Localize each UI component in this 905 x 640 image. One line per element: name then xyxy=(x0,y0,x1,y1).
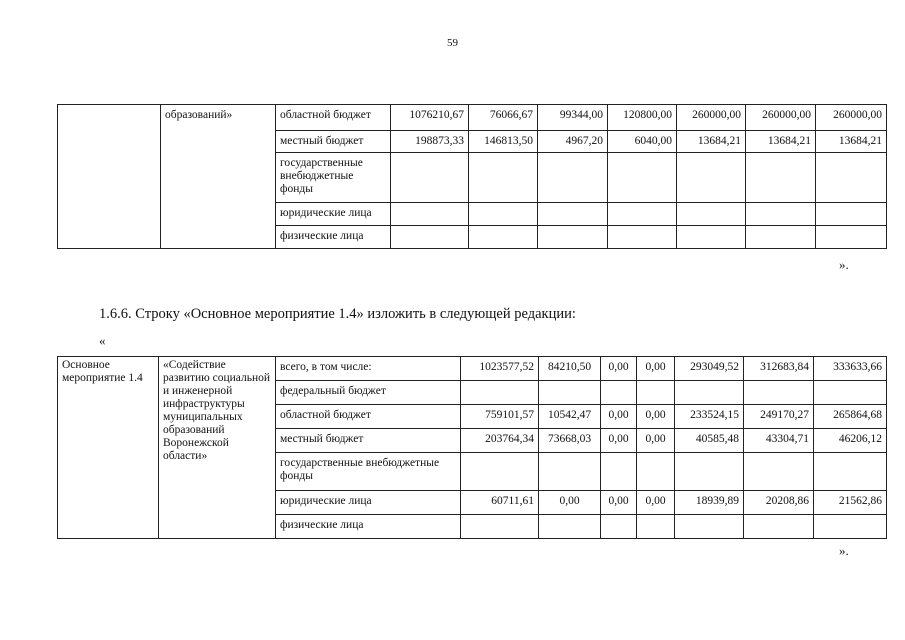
value-cell: 260000,00 xyxy=(677,105,746,131)
value-cell xyxy=(601,515,637,539)
value-cell: 759101,57 xyxy=(461,405,539,429)
value-cell: 0,00 xyxy=(637,491,675,515)
value-cell: 293049,52 xyxy=(675,357,744,381)
value-cell xyxy=(461,381,539,405)
opening-quote: « xyxy=(99,333,106,348)
value-cell xyxy=(391,203,469,226)
value-cell xyxy=(461,453,539,491)
value-cell: 0,00 xyxy=(637,357,675,381)
value-cell: 146813,50 xyxy=(469,131,538,153)
value-cell: 18939,89 xyxy=(675,491,744,515)
value-cell xyxy=(744,515,814,539)
value-cell xyxy=(461,515,539,539)
value-cell xyxy=(608,226,677,249)
value-cell xyxy=(637,453,675,491)
amendment-paragraph: 1.6.6. Строку «Основное мероприятие 1.4» изложить в следующей редакции: xyxy=(99,306,576,322)
value-cell: 0,00 xyxy=(637,429,675,453)
value-cell: 84210,50 xyxy=(539,357,601,381)
value-cell xyxy=(746,153,816,203)
funding-source-label: государственные внебюджетные фонды xyxy=(276,153,391,203)
value-cell xyxy=(538,153,608,203)
value-cell xyxy=(637,381,675,405)
budget-table-continuation xyxy=(57,104,887,249)
funding-source-label: физические лица xyxy=(276,226,391,249)
value-cell: 260000,00 xyxy=(746,105,816,131)
funding-source-label: физические лица xyxy=(276,515,461,539)
value-cell xyxy=(677,226,746,249)
table-row xyxy=(58,105,887,131)
funding-source-label: областной бюджет xyxy=(276,105,391,131)
value-cell xyxy=(814,453,887,491)
closing-quote: ». xyxy=(839,543,849,558)
closing-quote: ». xyxy=(839,257,849,272)
value-cell: 21562,86 xyxy=(814,491,887,515)
value-cell xyxy=(746,226,816,249)
value-cell: 0,00 xyxy=(539,491,601,515)
value-cell: 333633,66 xyxy=(814,357,887,381)
value-cell: 40585,48 xyxy=(675,429,744,453)
value-cell: 1076210,67 xyxy=(391,105,469,131)
measure-name-cell xyxy=(58,105,161,249)
value-cell: 76066,67 xyxy=(469,105,538,131)
value-cell xyxy=(601,453,637,491)
funding-source-label: государственные внебюджетные фонды xyxy=(276,453,461,491)
value-cell: 13684,21 xyxy=(816,131,887,153)
value-cell: 203764,34 xyxy=(461,429,539,453)
value-cell xyxy=(637,515,675,539)
value-cell: 73668,03 xyxy=(539,429,601,453)
value-cell: 20208,86 xyxy=(744,491,814,515)
value-cell: 43304,71 xyxy=(744,429,814,453)
value-cell xyxy=(469,153,538,203)
value-cell xyxy=(816,153,887,203)
value-cell xyxy=(391,226,469,249)
table-row xyxy=(58,357,887,381)
value-cell xyxy=(608,153,677,203)
measure-description-cell: «Содействие развитию социальной и инженерной инфраструктуры муниципальных образований Воронежской области» xyxy=(159,357,276,539)
value-cell: 46206,12 xyxy=(814,429,887,453)
value-cell xyxy=(746,203,816,226)
value-cell: 120800,00 xyxy=(608,105,677,131)
value-cell: 233524,15 xyxy=(675,405,744,429)
value-cell xyxy=(538,226,608,249)
value-cell: 0,00 xyxy=(601,405,637,429)
value-cell: 0,00 xyxy=(601,429,637,453)
value-cell xyxy=(675,381,744,405)
value-cell xyxy=(675,515,744,539)
value-cell: 0,00 xyxy=(601,491,637,515)
value-cell xyxy=(539,381,601,405)
page-number: 59 xyxy=(447,37,458,49)
value-cell xyxy=(677,153,746,203)
value-cell xyxy=(469,226,538,249)
measure-name-cell: Основное мероприятие 1.4 xyxy=(58,357,159,539)
value-cell xyxy=(744,453,814,491)
value-cell xyxy=(816,226,887,249)
funding-source-label: юридические лица xyxy=(276,203,391,226)
value-cell xyxy=(469,203,538,226)
value-cell xyxy=(538,203,608,226)
value-cell: 198873,33 xyxy=(391,131,469,153)
value-cell xyxy=(675,453,744,491)
value-cell xyxy=(744,381,814,405)
value-cell: 260000,00 xyxy=(816,105,887,131)
value-cell: 1023577,52 xyxy=(461,357,539,381)
value-cell xyxy=(601,381,637,405)
value-cell: 60711,61 xyxy=(461,491,539,515)
value-cell xyxy=(539,453,601,491)
value-cell: 13684,21 xyxy=(746,131,816,153)
value-cell xyxy=(814,515,887,539)
value-cell xyxy=(816,203,887,226)
funding-source-label: местный бюджет xyxy=(276,429,461,453)
value-cell: 312683,84 xyxy=(744,357,814,381)
value-cell xyxy=(391,153,469,203)
value-cell: 13684,21 xyxy=(677,131,746,153)
funding-source-label: местный бюджет xyxy=(276,131,391,153)
value-cell: 0,00 xyxy=(601,357,637,381)
value-cell xyxy=(814,381,887,405)
measure-description-cell: образований» xyxy=(161,105,276,249)
budget-table-measure-1-4 xyxy=(57,356,887,539)
funding-source-label: всего, в том числе: xyxy=(276,357,461,381)
value-cell xyxy=(677,203,746,226)
funding-source-label: федеральный бюджет xyxy=(276,381,461,405)
value-cell: 0,00 xyxy=(637,405,675,429)
value-cell xyxy=(539,515,601,539)
value-cell xyxy=(608,203,677,226)
funding-source-label: областной бюджет xyxy=(276,405,461,429)
value-cell: 249170,27 xyxy=(744,405,814,429)
value-cell: 6040,00 xyxy=(608,131,677,153)
value-cell: 265864,68 xyxy=(814,405,887,429)
funding-source-label: юридические лица xyxy=(276,491,461,515)
value-cell: 99344,00 xyxy=(538,105,608,131)
value-cell: 4967,20 xyxy=(538,131,608,153)
value-cell: 10542,47 xyxy=(539,405,601,429)
